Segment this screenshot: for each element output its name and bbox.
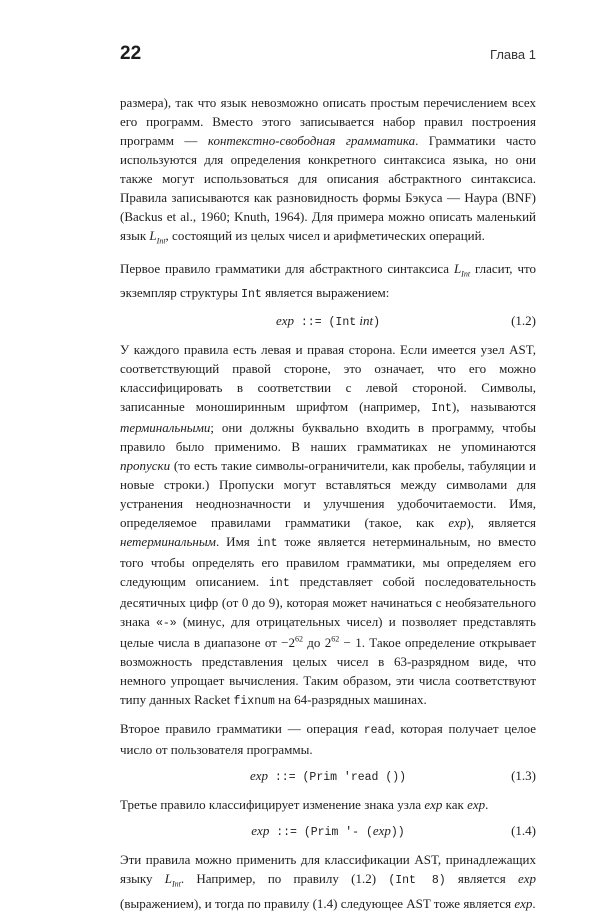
nonterminal: exp: [249, 768, 268, 784]
language-name: [164, 871, 181, 889]
text: У каждого правила есть левая и правая сторона. Если имеется узел AST, соответствующий правой стороне, это означает, что его можно классифицировать в соответствии с левой стороной. Символы, записанные моноширинным шрифтом (например,: [120, 342, 536, 415]
paragraph-1: [120, 93, 536, 251]
language-name: [149, 228, 166, 246]
equation-1-4: [120, 820, 536, 842]
paragraph-6: [120, 850, 536, 913]
terminal: (Prim '- (: [303, 826, 373, 840]
text: − 1. Такое определение открывает возможность представления целых чисел в 63-разрядном виде, что немного упрощает вычисления. Таким образом, эти числа соответствуют типу данных Racket: [120, 635, 536, 708]
page-body: [120, 93, 536, 921]
rule-operator: ::=: [268, 771, 303, 785]
term-nonterminal: нетерминальным: [120, 534, 216, 550]
text: . Например, по правилу (1.2): [180, 871, 389, 887]
text: . Грамматики часто используются для определения конкретного синтаксиса языка, но они также могут использоваться для описания абстрактного синтаксиса. Правила записываются как разновидность формы Бэкуса — Наура (BNF) (Backus et al., 1960; Knuth, 1964). Для примера можно описать маленький язык: [120, 133, 536, 243]
paren: (: [328, 316, 336, 330]
equation-expression: [120, 310, 536, 334]
nonterminal: int: [356, 313, 374, 329]
language-name: [453, 260, 471, 279]
equation-number: (1.3): [511, 768, 536, 784]
text: (минус, для отрицательных чисел) и позволяет представлять целые числа в диапазоне от −2: [120, 614, 536, 651]
nonterminal: exp: [517, 871, 536, 887]
code: read: [363, 724, 392, 738]
text: .: [485, 797, 489, 813]
text: . Имя: [215, 534, 257, 550]
code: Int: [431, 402, 452, 416]
equation-1-3: [120, 765, 536, 787]
lang-letter: L: [164, 871, 172, 887]
text: .: [532, 895, 536, 911]
term-terminal: терминальными: [120, 420, 211, 436]
text: является выражением:: [261, 285, 390, 301]
equation-1-2: [120, 310, 536, 332]
nonterminal: exp: [275, 313, 294, 329]
code: fixnum: [233, 695, 275, 709]
nonterminal: exp: [448, 515, 467, 531]
nonterminal: exp: [424, 797, 443, 813]
text: до 2: [302, 635, 332, 651]
text: тоже является нетерминальным, но вместо того чтобы определять его правилом грамматики, мы определяем его следующим описанием.: [120, 534, 536, 590]
lang-letter: L: [149, 228, 157, 243]
paragraph-2: [120, 259, 536, 305]
rule-operator: ::=: [269, 826, 304, 840]
paragraph-3: [120, 340, 536, 711]
text: Второе правило грамматики — операция: [120, 721, 364, 737]
rule-operator: ::=: [294, 316, 329, 330]
text: как: [442, 797, 468, 813]
equation-expression: [120, 765, 536, 789]
page-number: 22: [120, 43, 142, 64]
chapter-label: Глава 1: [490, 47, 536, 62]
text: на 64-разрядных машинах.: [274, 692, 427, 708]
terminal: (Prim 'read ()): [302, 771, 407, 785]
text: гласит, что экземпляр структуры: [120, 260, 536, 301]
term-whitespace: пропуски: [120, 458, 171, 474]
code: int: [256, 537, 278, 551]
text: (выражением), и тогда по правилу (1.4) следующее AST тоже является: [120, 895, 515, 911]
lang-subscript: Int: [156, 236, 166, 246]
text: , которая получает целое число от пользователя программы.: [120, 721, 537, 758]
superscript: 62: [331, 634, 340, 644]
term-context-free-grammar: контекстно-свободная грамматика: [207, 133, 416, 148]
superscript: 62: [294, 634, 303, 644]
nonterminal: exp: [514, 895, 533, 911]
paragraph-5: [120, 795, 536, 814]
lang-subscript: Int: [172, 879, 181, 889]
equation-number: (1.4): [511, 823, 536, 839]
code-int: Int: [241, 288, 262, 302]
equation-expression: [120, 820, 536, 844]
code: int: [269, 577, 290, 591]
nonterminal: exp: [372, 823, 391, 839]
paragraph-4: [120, 719, 536, 759]
code: (Int 8): [388, 874, 446, 888]
text: размера), так что язык невозможно описать простым перечислением всех его программ. Вместо этого записывается набор правил построения программ —: [120, 95, 536, 148]
nonterminal: exp: [251, 823, 270, 839]
equation-number: (1.2): [511, 313, 536, 329]
text: Первое правило грамматики для абстрактного синтаксиса: [120, 260, 454, 276]
paren: )): [390, 826, 405, 840]
lang-subscript: Int: [461, 269, 471, 279]
text: Третье правило классифицирует изменение знака узла: [120, 797, 425, 813]
text: (то есть такие символы-ограничители, как пробелы, табуляции и новые строки.) Пропуски могут вставляться между символами для устранения неоднозначности и улучшения удобочитаемости. Имя, определяемое правилами грамматики (такое, как: [120, 458, 536, 531]
paren: ): [373, 316, 381, 330]
lang-letter: L: [453, 260, 462, 276]
terminal: Int: [335, 316, 357, 330]
text: ), является: [466, 515, 536, 531]
text: ), называются: [451, 399, 536, 415]
code: «-»: [155, 617, 177, 631]
text: , состоящий из целых чисел и арифметических операций.: [165, 228, 485, 243]
text: является: [445, 871, 518, 887]
text: ; они должны буквально входить в программу, чтобы правило было применимо. В наших грамматиках не упоминаются: [120, 420, 536, 455]
text: Эти правила можно применить для классификации AST, принадлежащих языку: [120, 852, 536, 887]
nonterminal: exp: [467, 797, 486, 813]
text: представляет собой последовательность десятичных цифр (от 0 до 9), которая может начинаться с необязательного знака: [120, 574, 536, 630]
